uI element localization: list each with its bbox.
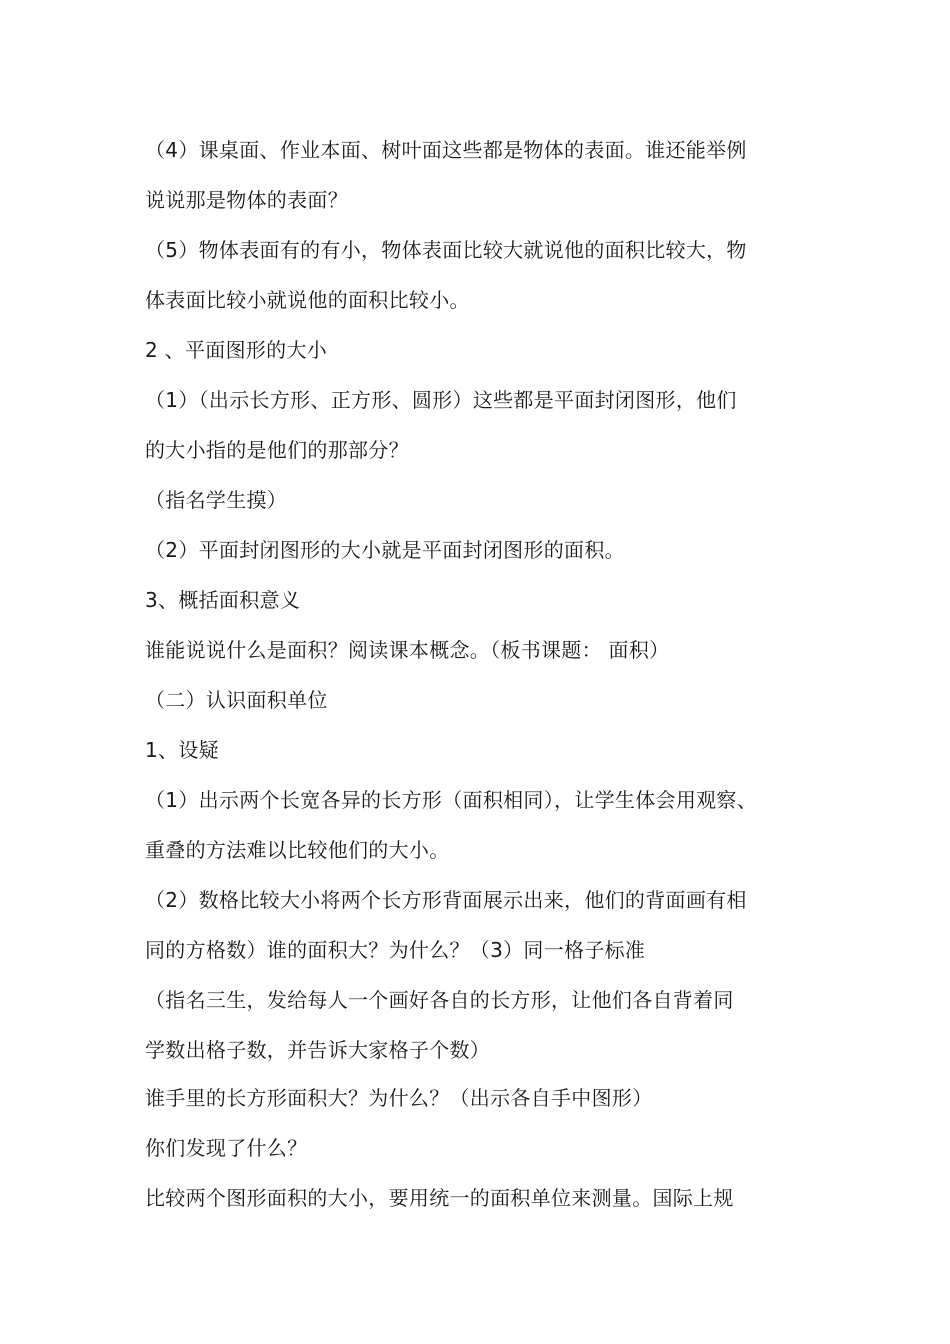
- text-line: 谁能说说什么是面积？阅读课本概念。（板书课题： 面积）: [145, 638, 670, 662]
- text-line: （指名学生摸）: [145, 488, 288, 512]
- text-line: 重叠的方法难以比较他们的大小。: [145, 838, 450, 862]
- text-line: 同的方格数）谁的面积大？为什么？（3）同一格子标准: [145, 938, 646, 962]
- text-line: （1）出示两个长宽各异的长方形（面积相同），让学生体会用观察、: [145, 788, 758, 812]
- text-line: 学数出格子数，并告诉大家格子个数）: [145, 1038, 491, 1062]
- text-line: （1）（出示长方形、正方形、圆形）这些都是平面封闭图形，他们: [145, 388, 737, 412]
- text-line: 比较两个图形面积的大小，要用统一的面积单位来测量。国际上规: [145, 1186, 734, 1210]
- text-line: 谁手里的长方形面积大？为什么？（出示各自手中图形）: [145, 1086, 653, 1110]
- text-line: （5）物体表面有的有小，物体表面比较大就说他的面积比较大，物: [145, 238, 747, 262]
- section-heading: 2 、平面图形的大小: [145, 338, 328, 362]
- text-line: （4）课桌面、作业本面、树叶面这些都是物体的表面。谁还能举例: [145, 138, 747, 162]
- section-heading: （二）认识面积单位: [145, 688, 328, 712]
- section-heading: 1、设疑: [145, 738, 219, 762]
- text-line: （2）数格比较大小将两个长方形背面展示出来，他们的背面画有相: [145, 888, 747, 912]
- text-line: （2）平面封闭图形的大小就是平面封闭图形的面积。: [145, 538, 625, 562]
- text-line: 体表面比较小就说他的面积比较小。: [145, 288, 470, 312]
- section-heading: 3、概括面积意义: [145, 588, 301, 612]
- text-line: （指名三生，发给每人一个画好各自的长方形，让他们各自背着同: [145, 988, 734, 1012]
- text-line: 说说那是物体的表面？: [145, 188, 348, 212]
- text-line: 的大小指的是他们的那部分？: [145, 438, 409, 462]
- text-line: 你们发现了什么？: [145, 1136, 308, 1160]
